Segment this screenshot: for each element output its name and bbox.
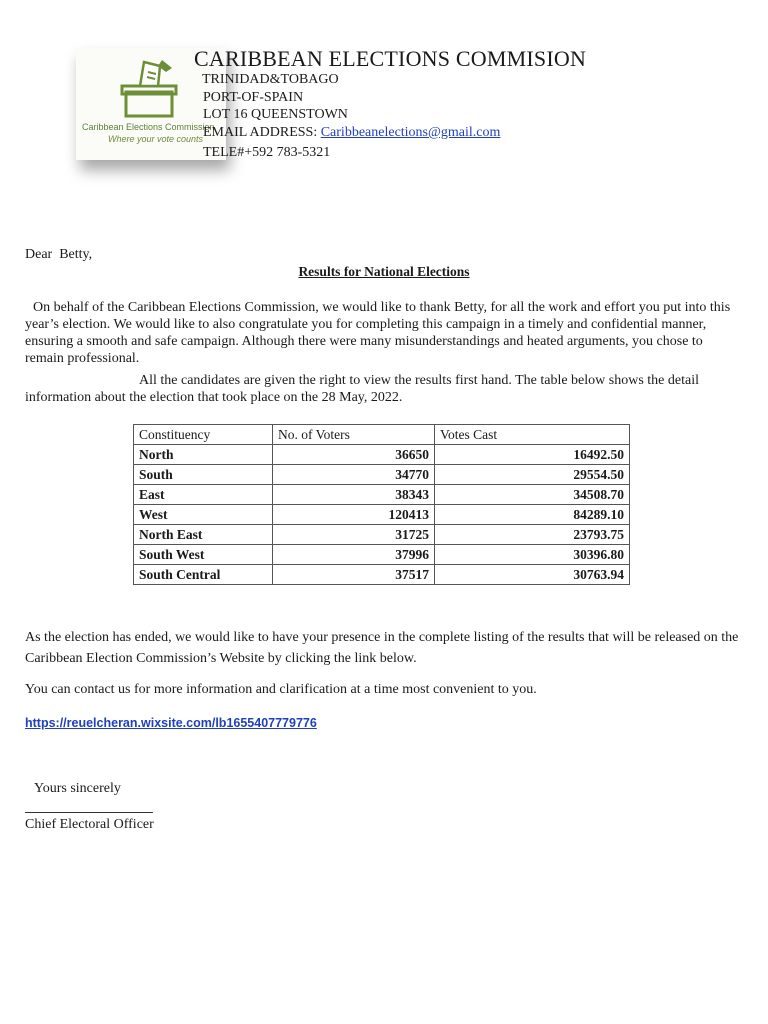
table-row xyxy=(134,505,630,525)
column-header-votes-cast: Votes Cast xyxy=(435,425,630,445)
votes-cast-cell: 29554.50 xyxy=(435,465,630,485)
paragraph-website-listing: As the election has ended, we would like to have your presence in the complete listing of the results that will be released on the Caribbean Election Commission’s Website by clicking the link below. xyxy=(25,630,739,666)
constituency-cell: South West xyxy=(134,545,273,565)
voters-cell: 31725 xyxy=(273,525,435,545)
constituency-cell: East xyxy=(134,485,273,505)
address-street: LOT 16 QUEENSTOWN xyxy=(203,107,348,122)
votes-cast-cell: 16492.50 xyxy=(435,445,630,465)
table-row xyxy=(134,525,630,545)
ballot-box-icon xyxy=(114,58,184,120)
column-header-constituency: Constituency xyxy=(134,425,273,445)
voters-cell: 37517 xyxy=(273,565,435,585)
votes-cast-cell: 84289.10 xyxy=(435,505,630,525)
column-header-voters: No. of Voters xyxy=(273,425,435,445)
paragraph-thanks: On behalf of the Caribbean Elections Commission, we would like to thank Betty, for all the work and effort you put into this year’s election. We would like to also congratulate you for completing this campaign in a timely and confidential manner, ensuring a smooth and safe campaign. Although there were many misunderstandings and heated arguments, you chose to remain professional. xyxy=(25,300,731,366)
voters-cell: 36650 xyxy=(273,445,435,465)
voters-cell: 38343 xyxy=(273,485,435,505)
signature-line xyxy=(25,812,153,813)
table-row xyxy=(134,545,630,565)
email-line xyxy=(203,125,500,141)
phone-number: TELE#+592 783-5321 xyxy=(203,145,331,160)
votes-cast-cell: 30763.94 xyxy=(435,565,630,585)
table-row xyxy=(134,445,630,465)
votes-cast-cell: 23793.75 xyxy=(435,525,630,545)
table-row xyxy=(134,465,630,485)
logo-tagline: Where your vote counts xyxy=(108,134,204,144)
organization-name: CARIBBEAN ELECTIONS COMMISION xyxy=(194,46,587,71)
greeting: Dear Betty, xyxy=(25,247,93,262)
voters-cell: 37996 xyxy=(273,545,435,565)
email-label: EMAIL ADDRESS: xyxy=(203,125,321,140)
table-row xyxy=(134,485,630,505)
address-city: PORT-OF-SPAIN xyxy=(203,90,304,105)
votes-cast-cell: 30396.80 xyxy=(435,545,630,565)
link-row xyxy=(25,714,317,732)
voters-cell: 34770 xyxy=(273,465,435,485)
votes-cast-cell: 34508.70 xyxy=(435,485,630,505)
constituency-cell: West xyxy=(134,505,273,525)
constituency-cell: North East xyxy=(134,525,273,545)
constituency-cell: South Central xyxy=(134,565,273,585)
results-website-link[interactable]: https://reuelcheran.wixsite.com/lb1655407779776 xyxy=(25,716,317,730)
table-header-row xyxy=(134,425,630,445)
paragraph-contact: You can contact us for more information and clarification at a time most convenient to you. xyxy=(25,682,537,697)
constituency-cell: North xyxy=(134,445,273,465)
voters-cell: 120413 xyxy=(273,505,435,525)
email-link[interactable]: Caribbeanelections@gmail.com xyxy=(320,125,501,140)
address-country: TRINIDAD&TOBAGO xyxy=(202,72,339,87)
signatory-title: Chief Electoral Officer xyxy=(25,817,154,832)
letter-subject: Results for National Elections xyxy=(298,264,470,279)
closing: Yours sincerely xyxy=(34,781,121,796)
logo-name: Caribbean Elections Commission xyxy=(82,122,215,132)
constituency-cell: South xyxy=(134,465,273,485)
paragraph-results-intro: All the candidates are given the right to view the results first hand. The table below shows the detail information about the election that took place on the 28 May, 2022. xyxy=(25,373,699,405)
table-row xyxy=(134,565,630,585)
results-table xyxy=(133,424,630,585)
